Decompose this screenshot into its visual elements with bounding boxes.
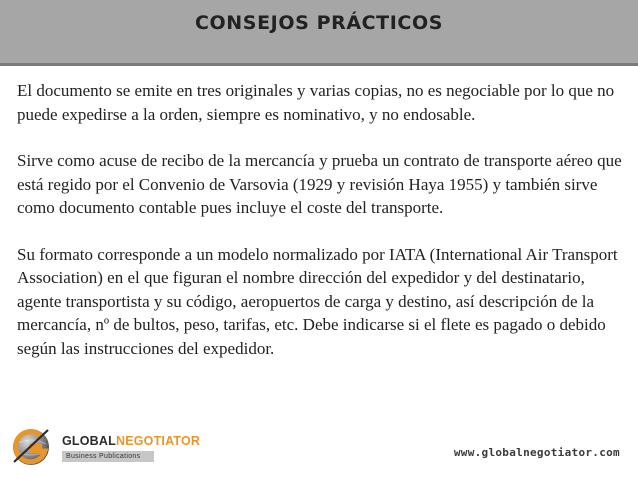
logo-subtitle: Business Publications (62, 451, 154, 462)
paragraph-2: Sirve como acuse de recibo de la mercancía y prueba un contrato de transporte aéreo que está regido por el Convenio de Varsovia (1929 y revisión Haya 1955) y también sirve como documento contable pues incluye el coste del transporte. (17, 151, 622, 217)
paragraph-1: El documento se emite en tres originales y varias copias, no es negociable por lo que no puede expedirse a la orden, siempre es nominativo, y no endosable. (17, 81, 615, 124)
website-url: www.globalnegotiator.com (453, 446, 620, 459)
brand-logo (8, 424, 228, 472)
paragraph-3: Su formato corresponde a un modelo normalizado por IATA (International Air Transport Association) en el que figuran el nombre dirección del expedidor y del destinatario, agente transportista y su código, aeropuertos de carga y destino, así descripción de la mercancía, nº de bultos, peso, tarifas, etc. Debe indicarse si el flete es pagado o debido según las instrucciones del expedidor. (17, 244, 618, 358)
logo-brand-text (62, 434, 200, 448)
content-area (17, 79, 629, 383)
globe-g-logo-icon (8, 424, 54, 470)
logo-brand-negotiator: NEGOTIATOR (115, 434, 201, 448)
page-title: CONSEJOS PRÁCTICOS (195, 12, 443, 34)
title-bar (0, 0, 638, 66)
logo-brand-global: GLOBAL (62, 434, 116, 448)
